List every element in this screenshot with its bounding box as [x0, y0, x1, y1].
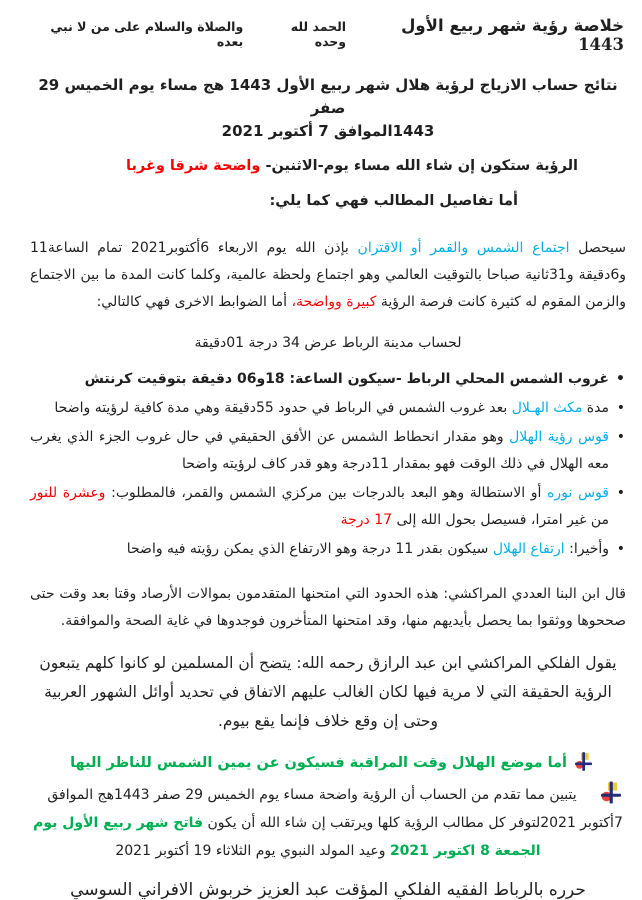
subtitle-line-1: نتائج حساب الازياج لرؤية هلال شهر ربيع الأول 1443 هج مساء يوم الخميس 29 صفر	[38, 76, 618, 117]
list-item-arc-light	[30, 480, 626, 534]
conjunction-big-clear: كبيرة وواضحة،	[291, 294, 377, 310]
subtitle-line-2: 1443الموافق 7 أكتوبر 2021	[221, 122, 435, 140]
arc-light-mid1: أو الاستطالة وهو البعد بالدرجات بين مركزي الشمس والقمر، فالمطلوب:	[105, 485, 548, 501]
conjunction-pre: سيحصل	[569, 240, 626, 256]
conjunction-term: اجتماع الشمس والقمر أو الاقتران	[357, 240, 570, 256]
document-header	[30, 16, 626, 54]
colored-cross-marker-icon	[596, 781, 626, 808]
arc-vision-post: وهو مقدار انحطاط الشمس عن الأفق الحقيقي في حال غروب الجزء الذي يغرب معه الهلال في ذلك الوقت فهو بمقدار 11درجة وهو قدر كاف لرؤيته واضحا	[30, 429, 609, 472]
quote-ibn-albanna: قال ابن البنا العددي المراكشي: هذه الحدود التي امتحنها المتقدمون بموالات الأرصاد وقتا بعد وقت حتى صححوها ووثقوا بما يحصل بأيديهم منها، وقد امتحنها المتأخرون فوجدوها في غاية الصحة والموافقة.	[30, 586, 626, 629]
calculation-subtitle	[30, 74, 626, 143]
moon-position-row	[30, 752, 626, 774]
list-item-arc-vision	[30, 424, 626, 478]
arc-vision-term: قوس رؤية الهلال	[509, 429, 610, 445]
conclusion-first-day: فاتح شهر ربيع الأول يوم الجمعة 8 اكتوبر 2021	[33, 814, 541, 859]
conclusion-pre: يتبين مما تقدم من الحساب أن الرؤية واضحة مساء يوم الخميس 29 صفر 1443هج الموافق 7أكتوبر 2021لتوفر كل مطالب الرؤية كلها ويرتقب إن شاء الله أن يكون	[47, 786, 623, 831]
salat-phrase: والصلاة والسلام على من لا نبي بعده	[50, 19, 244, 49]
altitude-pre: وأخيرا:	[564, 541, 609, 557]
conjunction-post: أما الضوابط الاخرى فهي كالتالي:	[96, 294, 292, 310]
duration-pre: مدة	[582, 400, 609, 416]
duration-post: بعد غروب الشمس في الرباط في حدود 55دقيقة وهي مدة كافية لرؤيته واضحا	[54, 400, 512, 416]
colored-cross-marker-icon	[573, 752, 592, 774]
list-item-duration	[30, 395, 626, 422]
list-item-sunset: • غروب الشمس المحلي الرباط -سيكون الساعة: 18و06 دقيقة بتوقيت كرنتش	[30, 366, 626, 393]
details-heading: أما تفاصيل المطالب فهي كما يلي:	[269, 193, 518, 209]
hamd-phrase: الحمد لله وحده	[290, 19, 347, 49]
duration-term: مكث الهـلال	[511, 400, 583, 416]
quote-ibn-abdelrazaq: يقول الفلكي المراكشي ابن عبد الرازق رحمه الله: يتضح أن المسلمين لو كانوا كلهم يتبعون الرؤية الحقيقة التي لا مرية فيها لكان الغالب عليهم الاتفاق في تحديد أوائل الشهور العربية وحتى إن وقع خلاف فإنما يقع بيوم.	[39, 654, 617, 730]
criteria-list	[30, 366, 626, 563]
arc-light-term: قوس نوره	[547, 485, 609, 501]
vision-statement-text: الرؤية ستكون إن شاء الله مساء يوم-الاثنين-	[260, 158, 578, 174]
conjunction-paragraph	[30, 235, 626, 316]
vision-statement	[30, 158, 626, 174]
page-title: خلاصة رؤية شهر ربيع الأول 1443	[401, 16, 624, 54]
moon-position-text: أما موضع الهلال وقت المراقبة فسيكون عن يمين الشمس للناظر اليها	[70, 754, 567, 771]
arc-light-mid2: من غير امترا، فسيصل بحول الله إلى	[392, 512, 609, 528]
list-item-altitude	[30, 536, 626, 563]
altitude-post: سيكون بقدر 11 درجة وهو الارتفاع الذي يمكن رؤيته فيه واضحا	[126, 541, 493, 557]
conclusion-post: وعيد المولد النبوي يوم الثلاثاء 19 أكتوبر 2021	[115, 842, 390, 859]
conjunction-mid: بإذن الله يوم الاربعاء 6أكتوبر2021 تمام الساعة11 و6دقيقة و31ثانية صباحا بالتوقيت العالمي وهو اجتماع ولحظة عالمية، وكلما كانت المدة ما بين الاجتماع والزمن المقوم له كثيرة كانت فرصة الرؤية	[30, 240, 627, 310]
altitude-term: ارتفاع الهلال	[492, 541, 565, 557]
arc-light-red1: وعشرة للنور	[30, 485, 106, 501]
vision-clear-east-west: واضحة شرقا وغربا	[126, 158, 261, 174]
author-signature: حرره بالرباط الفقيه الفلكي المؤقت عبد العزيز خربوش الافراني السوسي	[70, 879, 586, 900]
conclusion-paragraph	[30, 781, 626, 865]
arc-light-degrees: 17 درجة	[340, 512, 393, 528]
rabat-coordinates-line: لحساب مدينة الرباط عرض 34 درجة 01دقيقة	[194, 335, 462, 351]
